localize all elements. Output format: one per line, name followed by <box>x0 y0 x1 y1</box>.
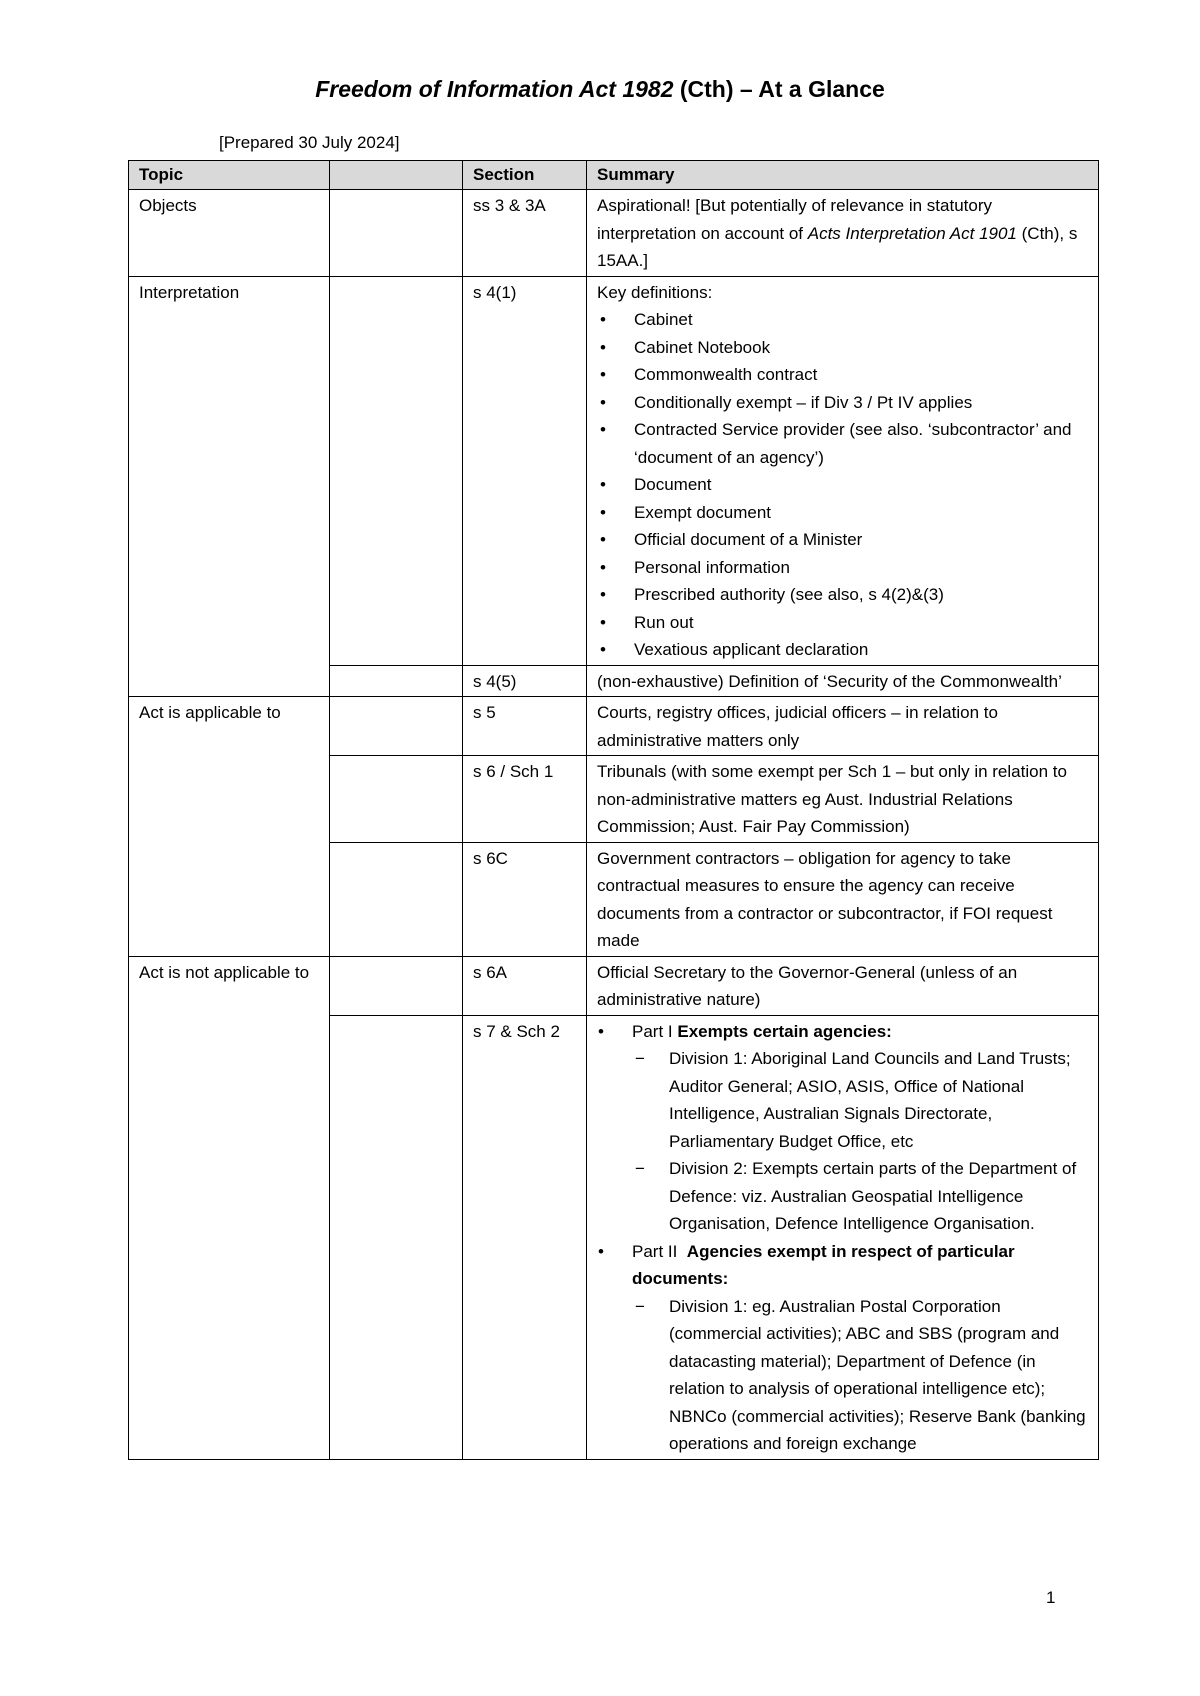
list-item: • Run out <box>634 609 1089 637</box>
blank-cell <box>330 190 463 277</box>
blank-cell <box>330 276 463 665</box>
topic-cell: Interpretation <box>129 276 330 665</box>
foi-summary-table <box>128 160 1099 1460</box>
topic-cell-empty <box>129 1015 330 1459</box>
blank-cell <box>330 842 463 956</box>
list-item: • Contracted Service provider (see also. ‘subcontractor’ and ‘document of an agency’) <box>634 416 1089 471</box>
summary-cell <box>587 276 1099 665</box>
list-item: • Personal information <box>634 554 1089 582</box>
list-item: • Vexatious applicant declaration <box>634 636 1089 664</box>
list-item: − Division 2: Exempts certain parts of the Department of Defence: viz. Australian Geospatial Intelligence Organisation, Defence Intelligence Organisation. <box>669 1155 1089 1238</box>
table-row-interpretation <box>129 276 1099 665</box>
table-row-applicable-3 <box>129 842 1099 956</box>
section-cell: s 6C <box>463 842 587 956</box>
table-row-applicable <box>129 697 1099 756</box>
prepared-date: [Prepared 30 July 2024] <box>219 133 400 152</box>
summary-cell: Courts, registry offices, judicial officers – in relation to administrative matters only <box>587 697 1099 756</box>
blank-cell <box>330 697 463 756</box>
list-item: • Cabinet Notebook <box>634 334 1089 362</box>
header-section: Section <box>463 161 587 190</box>
part-heading: Agencies exempt in respect of particular documents: <box>632 1241 1015 1288</box>
definitions-list <box>597 306 1089 664</box>
topic-cell: Act is applicable to <box>129 697 330 756</box>
list-item: − Division 1: Aboriginal Land Councils and Land Trusts; Auditor General; ASIO, ASIS, Office of National Intelligence, Australian Signals Directorate, Parliamentary Budget Office, etc <box>669 1045 1089 1155</box>
summary-text: (Cth), s 15AA.] <box>597 223 1078 270</box>
blank-cell <box>330 1015 463 1459</box>
section-cell: s 7 & Sch 2 <box>463 1015 587 1459</box>
part-label: Part I <box>632 1021 678 1041</box>
page-number: 1 <box>1046 1588 1056 1607</box>
summary-cell: Government contractors – obligation for agency to take contractual measures to ensure the agency can receive documents from a contractor or subcontractor, if FOI request made <box>587 842 1099 956</box>
topic-cell: Objects <box>129 190 330 277</box>
table-header-row <box>129 161 1099 190</box>
blank-cell <box>330 756 463 843</box>
header-topic: Topic <box>129 161 330 190</box>
section-cell: s 6 / Sch 1 <box>463 756 587 843</box>
section-cell: s 5 <box>463 697 587 756</box>
section-cell: s 4(1) <box>463 276 587 665</box>
topic-cell-empty <box>129 756 330 843</box>
blank-cell <box>330 956 463 1015</box>
table-row-interpretation-2 <box>129 665 1099 697</box>
list-item: • Cabinet <box>634 306 1089 334</box>
definitions-intro: Key definitions: <box>597 282 713 302</box>
table-row-objects <box>129 190 1099 277</box>
table-row-not-applicable-2 <box>129 1015 1099 1459</box>
section-cell: s 6A <box>463 956 587 1015</box>
document-title <box>0 74 1200 104</box>
section-cell: ss 3 & 3A <box>463 190 587 277</box>
title-rest: (Cth) – At a Glance <box>673 76 885 102</box>
list-item-part-1 <box>632 1018 1089 1238</box>
summary-cell <box>587 1015 1099 1459</box>
topic-cell-empty <box>129 665 330 697</box>
table-row-applicable-2 <box>129 756 1099 843</box>
summary-cell: (non-exhaustive) Definition of ‘Security of the Commonwealth’ <box>587 665 1099 697</box>
part-label: Part II <box>632 1241 687 1261</box>
summary-text: Aspirational! [But potentially of relevance in statutory interpretation on account of <box>597 196 992 243</box>
part-heading: Exempts certain agencies: <box>677 1021 892 1041</box>
table-row-not-applicable <box>129 956 1099 1015</box>
summary-act-citation: Acts Interpretation Act 1901 <box>807 223 1017 243</box>
topic-cell: Act is not applicable to <box>129 956 330 1015</box>
section-cell: s 4(5) <box>463 665 587 697</box>
header-blank <box>330 161 463 190</box>
list-item: • Document <box>634 471 1089 499</box>
blank-cell <box>330 665 463 697</box>
division-list <box>632 1293 1089 1458</box>
list-item: • Exempt document <box>634 499 1089 527</box>
summary-cell <box>587 190 1099 277</box>
division-list <box>632 1045 1089 1238</box>
topic-cell-empty <box>129 842 330 956</box>
list-item: • Conditionally exempt – if Div 3 / Pt IV applies <box>634 389 1089 417</box>
list-item: − Division 1: eg. Australian Postal Corporation (commercial activities); ABC and SBS (program and datacasting material); Department of Defence (in relation to analysis of operational intelligence etc); NBNCo (commercial activities); Reserve Bank (banking operations and foreign exchange <box>669 1293 1089 1458</box>
list-item: • Prescribed authority (see also, s 4(2)&(3) <box>634 581 1089 609</box>
list-item: • Commonwealth contract <box>634 361 1089 389</box>
summary-cell: Official Secretary to the Governor-General (unless of an administrative nature) <box>587 956 1099 1015</box>
title-act-name: Freedom of Information Act 1982 <box>315 76 674 102</box>
summary-cell: Tribunals (with some exempt per Sch 1 – but only in relation to non-administrative matters eg Aust. Industrial Relations Commission; Aust. Fair Pay Commission) <box>587 756 1099 843</box>
header-summary: Summary <box>587 161 1099 190</box>
exempt-parts-list <box>597 1018 1089 1458</box>
list-item: • Official document of a Minister <box>634 526 1089 554</box>
list-item-part-2 <box>632 1238 1089 1458</box>
